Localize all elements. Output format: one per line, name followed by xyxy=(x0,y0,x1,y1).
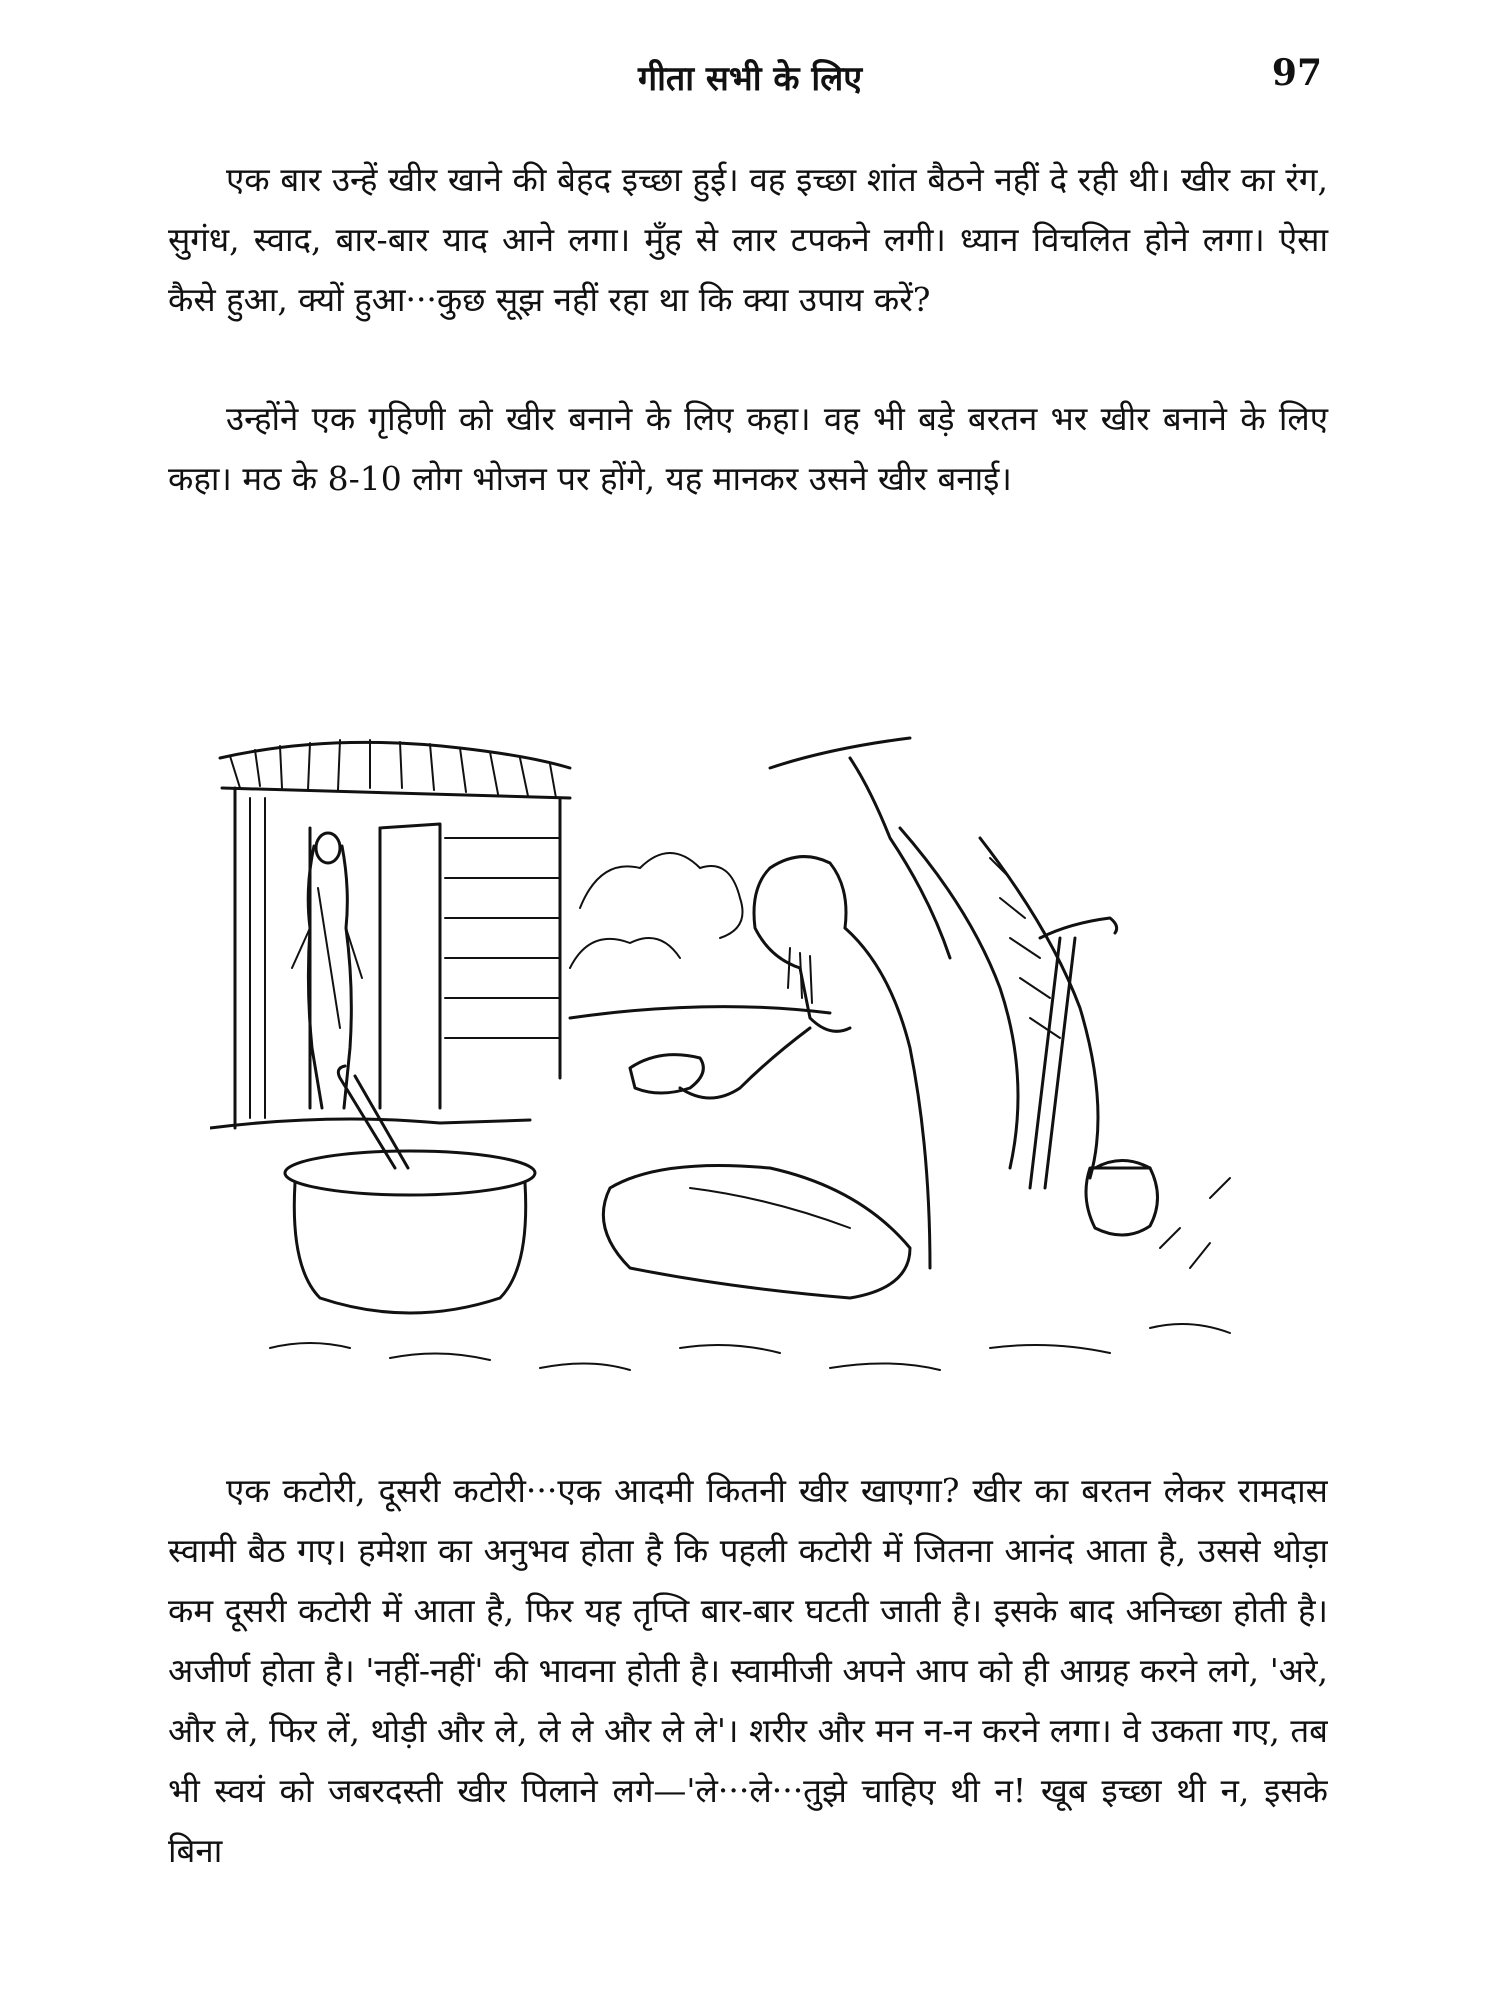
paragraph-3: एक कटोरी, दूसरी कटोरी···एक आदमी कितनी खीर खाएगा? खीर का बरतन लेकर रामदास स्वामी बैठ गए। हमेशा का अनुभव होता है कि पहली कटोरी में जितना आनंद आता है, उससे थोड़ा कम दूसरी कटोरी में आता है, फिर यह तृप्ति बार-बार घटती जाती है। इसके बाद अनिच्छा होती है। अजीर्ण होता है। 'नहीं-नहीं' की भावना होती है। स्वामीजी अपने आप को ही आग्रह करने लगे, 'अरे, और ले, फिर लें, थोड़ी और ले, ले ले और ले ले'। शरीर और मन न-न करने लगा। वे उकता गए, तब भी स्वयं को जबरदस्ती खीर पिलाने लगे—'ले···ले···तुझे चाहिए थी न! खूब इच्छा थी न, इसके बिना xyxy=(168,1471,1328,1870)
running-title: गीता सभी के लिए xyxy=(637,59,863,99)
illustration-swami-eating-kheer xyxy=(210,728,1290,1388)
background-trees xyxy=(570,853,830,1018)
paragraph-2: उन्होंने एक गृहिणी को खीर बनाने के लिए कहा। वह भी बड़े बरतन भर खीर बनाने के लिए कहा। मठ के 8-10 लोग भोजन पर होंगे, यह मानकर उसने खीर बनाई। xyxy=(168,399,1328,498)
page-header xyxy=(0,48,1500,108)
swami-figure xyxy=(603,857,930,1298)
hut-drawing xyxy=(210,740,570,1128)
tree-drawing xyxy=(770,738,1098,1178)
walking-staff xyxy=(1030,918,1117,1188)
paragraph-1: एक बार उन्हें खीर खाने की बेहद इच्छा हुई। वह इच्छा शांत बैठने नहीं दे रही थी। खीर का रंग, सुगंध, स्वाद, बार-बार याद आने लगा। मुँह से लार टपकने लगी। ध्यान विचलित होने लगा। ऐसा कैसे हुआ, क्यों हुआ···कुछ सूझ नहीं रहा था कि क्या उपाय करें? xyxy=(168,160,1328,319)
woman-drawing xyxy=(292,833,362,1108)
page-number: 97 xyxy=(1271,52,1322,94)
small-pot xyxy=(1086,1161,1158,1236)
